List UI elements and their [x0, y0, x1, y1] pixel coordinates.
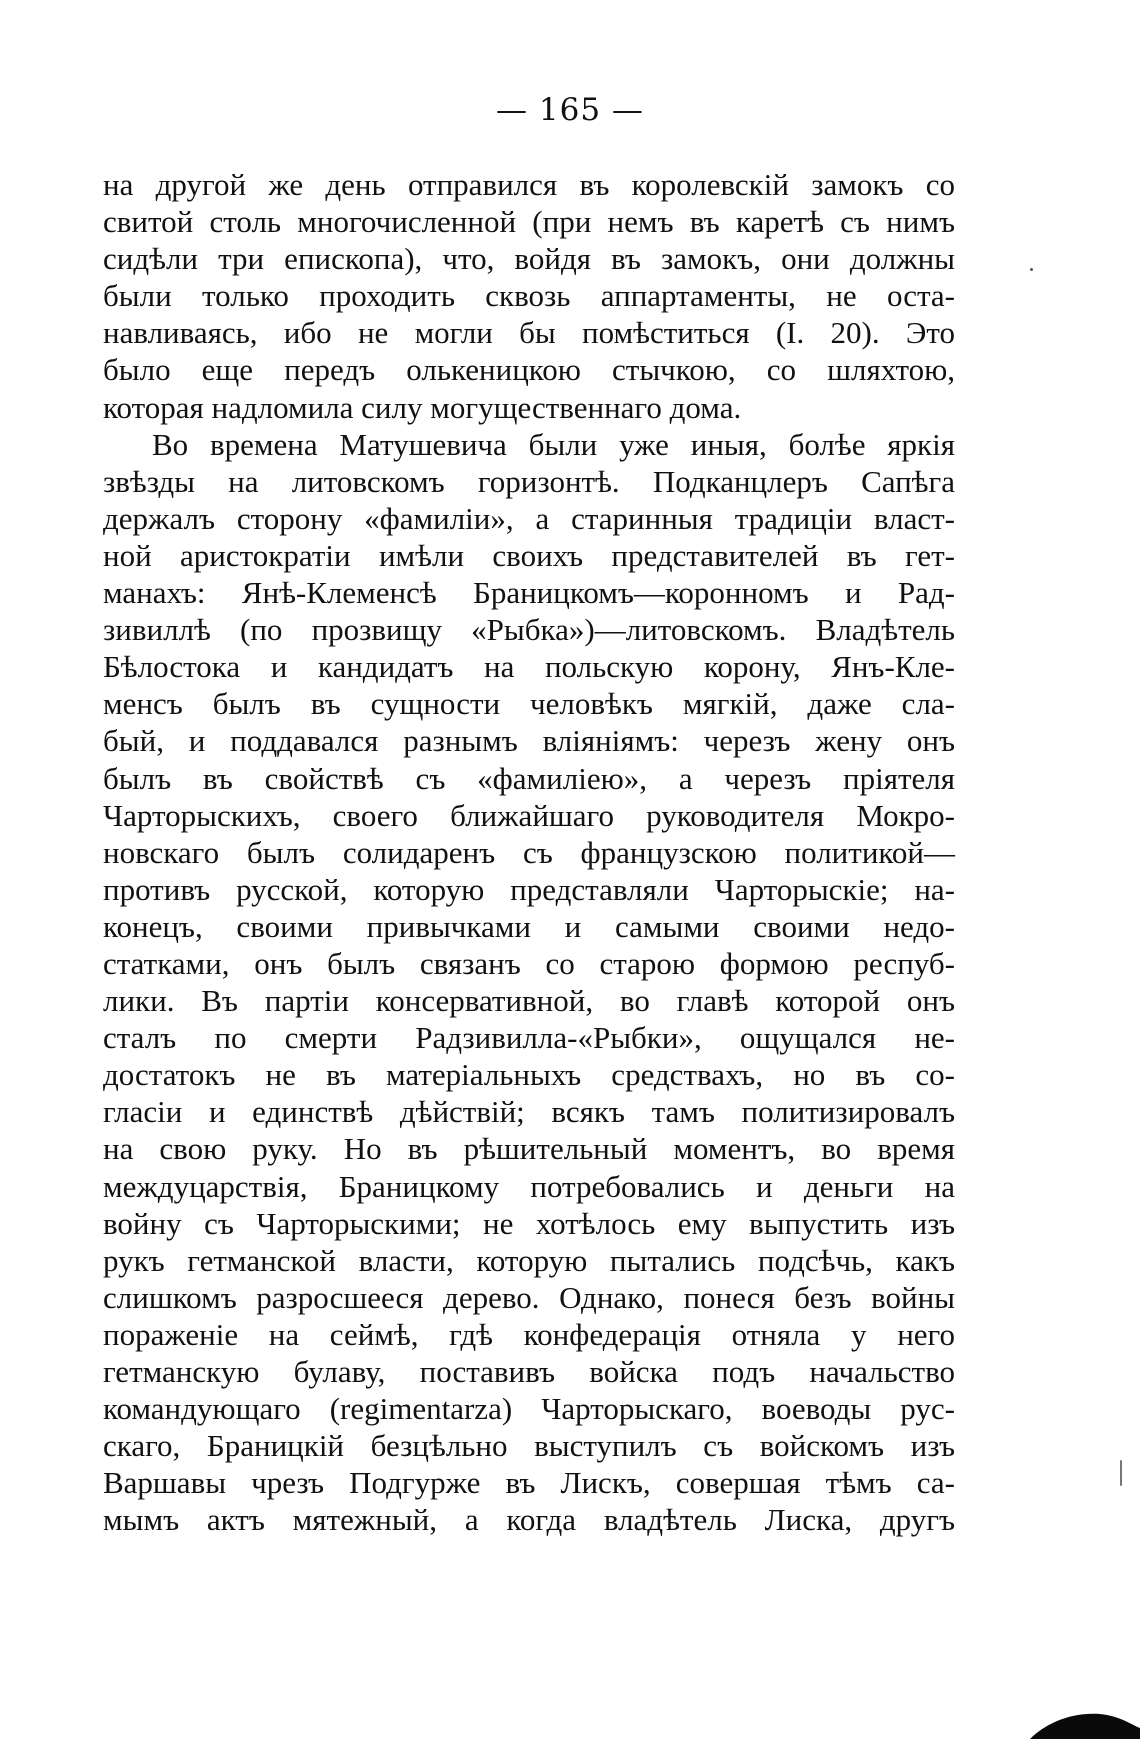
text-line: которая надломила силу могущественнаго дома. — [103, 389, 742, 425]
text-line: на другой же день отправился въ королевскій замокъ со — [103, 167, 955, 202]
text-line: слишкомъ разросшееся дерево. Однако, понеся безъ войны — [103, 1279, 955, 1315]
text-line: былъ въ свойствѣ съ «фамиліею», а черезъ пріятеля — [103, 760, 955, 796]
text-line: ной аристократіи имѣли своихъ представителей въ гет- — [103, 537, 955, 573]
corner-blot-icon — [1030, 1706, 1140, 1739]
text-line: звѣзды на литовскомъ горизонтѣ. Подканцлеръ Сапѣга — [103, 463, 955, 499]
text-line: лики. Въ партіи консервативной, во главѣ которой онъ — [103, 983, 955, 1019]
text-line: междуцарствія, Браницкому потребовались и деньги на — [103, 1168, 955, 1204]
text-line: менсъ былъ въ сущности человѣкъ мягкій, даже сла- — [103, 686, 955, 722]
text-line: противъ русской, которую представляли Чарторыскіе; на- — [103, 871, 955, 907]
scan-speck — [1120, 1460, 1122, 1486]
scan-speck — [1030, 268, 1033, 271]
text-line: свитой столь многочисленной (при немъ въ каретѣ съ нимъ — [103, 204, 955, 240]
text-line: манахъ: Янѣ-Клеменсѣ Браницкомъ—коронномъ и Рад- — [103, 575, 955, 611]
text-line: новскаго былъ солидаренъ съ французскою политикой— — [103, 834, 955, 870]
text-line: сидѣли три епископа), что, войдя въ замокъ, они должны — [103, 241, 955, 277]
text-line: Во времена Матушевича были уже иныя, болѣе яркія — [152, 426, 955, 462]
text-line: конецъ, своими привычками и самыми своими недо- — [103, 908, 955, 944]
scan-edge-artifact — [1030, 1706, 1140, 1739]
text-line: мымъ актъ мятежный, а когда владѣтель Лиска, другъ — [103, 1502, 955, 1538]
body-text — [103, 166, 955, 1538]
text-line: навливаясь, ибо не могли бы помѣститься (I. 20). Это — [103, 315, 955, 351]
text-line: командующаго (regimentarza) Чарторыскаго, воеводы рус- — [103, 1391, 955, 1427]
text-line: держалъ сторону «фамиліи», а старинныя традиціи власт- — [103, 500, 955, 536]
paragraph-2 — [103, 426, 955, 1539]
text-line: Варшавы чрезъ Подгурже въ Лискъ, совершая тѣмъ са- — [103, 1465, 955, 1501]
text-line: зивиллѣ (по прозвищу «Рыбка»)—литовскомъ. Владѣтель — [103, 612, 955, 648]
text-line: Чарторыскихъ, своего ближайшаго руководителя Мокро- — [103, 797, 955, 833]
text-line: гетманскую булаву, поставивъ войска подъ начальство — [103, 1354, 955, 1389]
text-line: скаго, Браницкій безцѣльно выступилъ съ войскомъ изъ — [103, 1428, 955, 1464]
text-line: рукъ гетманской власти, которую пытались подсѣчь, какъ — [103, 1242, 955, 1278]
text-line: сталъ по смерти Радзивилла-«Рыбки», ощущался не- — [103, 1020, 955, 1056]
page-number: — 165 — — [496, 92, 644, 128]
text-line: Бѣлостока и кандидатъ на польскую корону, Янъ-Кле- — [103, 649, 955, 685]
text-line: были только проходить сквозь аппартаменты, не оста- — [103, 278, 955, 314]
text-line: достатокъ не въ матеріальныхъ средствахъ, но въ со- — [103, 1057, 955, 1093]
text-line: бый, и поддавался разнымъ вліяніямъ: черезъ жену онъ — [103, 723, 955, 759]
text-line: гласіи и единствѣ дѣйствій; всякъ тамъ политизировалъ — [103, 1094, 955, 1130]
paragraph-1 — [103, 166, 955, 426]
text-line: войну съ Чарторыскими; не хотѣлось ему выпустить изъ — [103, 1205, 955, 1241]
text-line: было еще передъ ольк​еницкою стычкою, со шляхтою, — [103, 352, 955, 388]
text-line: пораженіе на сеймѣ, гдѣ конфедерація отняла у него — [103, 1316, 955, 1352]
text-line: статками, онъ былъ связанъ со старою формою респуб- — [103, 945, 955, 981]
text-line: на свою руку. Но въ рѣшительный моментъ, во время — [103, 1131, 955, 1167]
